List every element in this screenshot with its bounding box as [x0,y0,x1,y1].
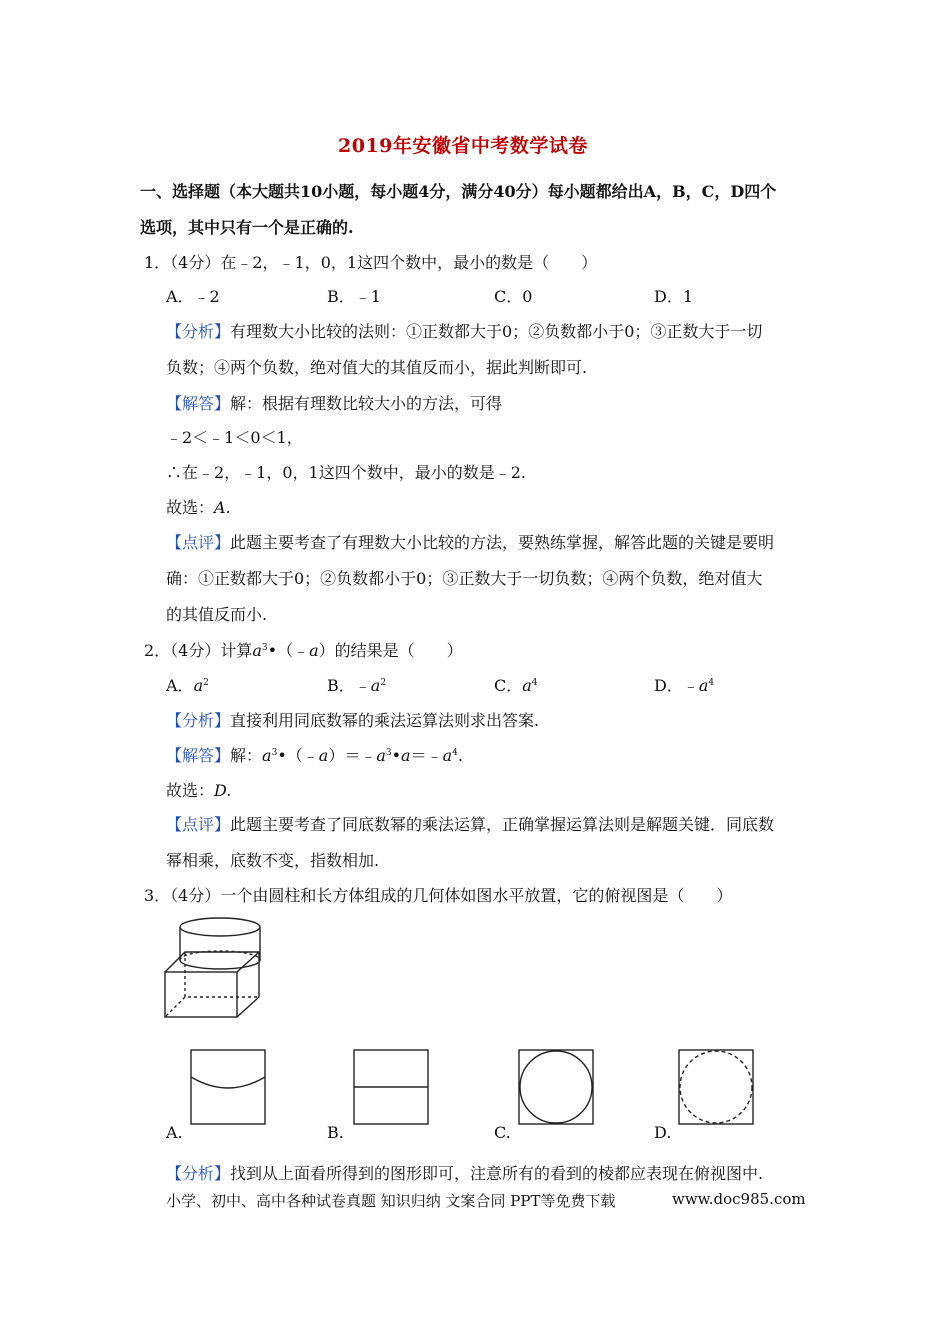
q3-stem: 3．（4分）一个由圆柱和长方体组成的几何体如图水平放置，它的俯视图是（ ） [144,886,733,905]
q2-option-b: B．$﹣a^2$ [327,676,387,695]
q1-answer-line-2: ﹣2＜﹣1＜0＜1， [166,428,303,447]
q1-option-b: B．﹣1 [327,287,381,306]
q1-option-a: A．﹣2 [166,287,220,306]
q2-stem: 2．（4分）计算$a^3•(﹣a)$的结果是（ ） [144,641,463,660]
analysis-tag: 【分析】 [166,1164,231,1183]
q3-option-b-label: B. [327,1123,344,1142]
q3-option-c-label: C. [494,1123,511,1142]
q1-stem: 1．（4分）在﹣2，﹣1，0，1这四个数中，最小的数是（ ） [144,253,598,272]
q3-option-a-label: A. [166,1123,183,1142]
comment-tag: 【点评】 [166,815,231,834]
footer-text: 小学、初中、高中各种试卷真题 知识归纳 文案合同 PPT等免费下载 [166,1192,616,1210]
section-heading-line-1: 一、选择题（本大题共10小题，每小题4分，满分40分）每小题都给出A，B，C，D四个 [140,182,777,201]
footer-site-link[interactable]: www.doc985.com [672,1190,806,1208]
q1-comment [166,532,774,554]
q1-analysis [166,321,762,343]
q2-option-d: D．$﹣a^4$ [654,676,715,695]
q3-option-d-figure [678,1049,754,1125]
q2-comment-line-2: 幂相乘，底数不变，指数相加. [166,851,380,870]
q3-option-a-figure [190,1049,266,1125]
q1-option-c: C．0 [494,287,533,306]
analysis-tag: 【分析】 [166,711,231,730]
q1-answer-line-3: ∴在﹣2，﹣1，0，1这四个数中，最小的数是﹣2. [166,463,526,482]
q3-option-b-figure [353,1049,429,1125]
q2-comment: 【点评】此题主要考查了同底数幂的乘法运算，正确掌握运算法则是解题关键．同底数 [166,815,775,834]
q1-comment-line-3: 的其值反而小. [166,605,268,624]
q3-analysis: 【分析】找到从上面看所得到的图形即可，注意所有的看到的棱都应表现在俯视图中. [166,1164,764,1183]
q2-analysis: 【分析】直接利用同底数幂的乘法运算法则求出答案. [166,711,540,730]
analysis-tag: 【分析】 [166,322,231,341]
q2-option-c: C．$a^4$ [494,676,538,695]
q2-answer: 【解答】解：$a^3•(﹣a)=﹣a^3•a=﹣a^4$. [166,746,463,765]
q1-option-d: D．1 [654,287,694,306]
q3-option-c-figure [518,1049,594,1125]
q2-choice: 故选：D. [166,781,232,800]
comment-tag: 【点评】 [166,533,231,552]
answer-tag: 【解答】 [166,394,231,413]
q1-analysis-line-1: 有理数大小比较的法则：①正数都大于0；②负数都小于0；③正数大于一切 [230,322,763,341]
choose-prefix: 故选： [166,498,215,517]
q1-answer-line-1: 解：根据有理数比较大小的方法，可得 [230,394,503,413]
q1-comment-line-2: 确：①正数都大于0；②负数都小于0；③正数大于一切负数；④两个负数，绝对值大 [166,569,763,588]
q2-option-a: A．$a^2$ [166,676,209,695]
answer-tag: 【解答】 [166,746,231,765]
page-title: 2019年安徽省中考数学试卷 [338,135,588,157]
q1-choice [166,497,231,519]
q1-comment-line-1: 此题主要考查了有理数大小比较的方法，要熟练掌握，解答此题的关键是要明 [230,533,775,552]
q1-analysis-line-2: 负数；④两个负数，绝对值大的其值反而小，据此判断即可. [166,358,588,377]
choose-letter: A. [214,498,231,517]
q3-solid-figure [160,915,270,1025]
q1-answer [166,393,502,415]
q3-option-d-label: D. [654,1123,672,1142]
section-heading-line-2: 选项，其中只有一个是正确的. [140,218,354,237]
